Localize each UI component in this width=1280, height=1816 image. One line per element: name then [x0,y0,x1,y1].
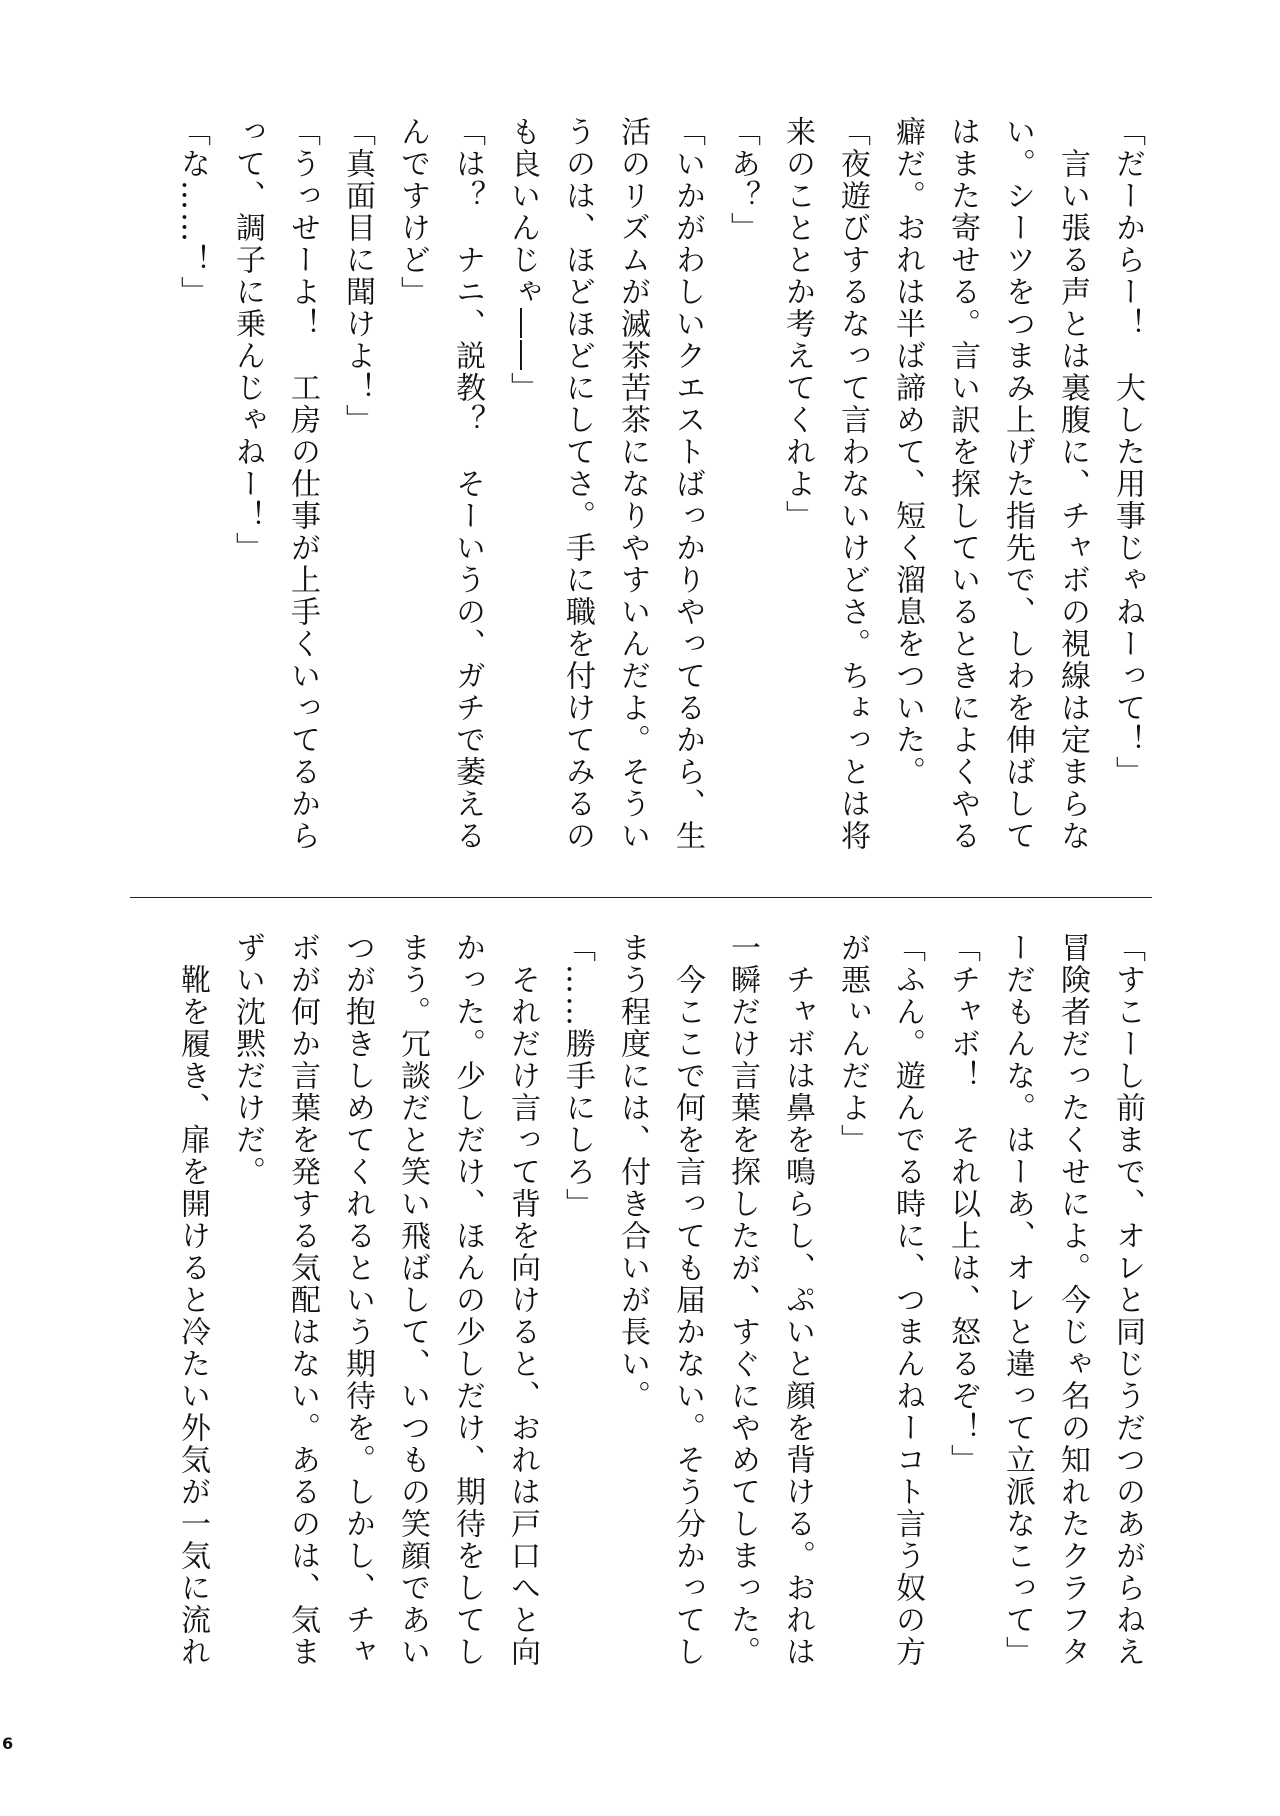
text-column: 癖だ。おれは半ば諦めて、短く溜息をついた。 [890,116,925,788]
page-number: 6 [2,1734,14,1753]
text-column: チャボは鼻を鳴らし、ぷいと顔を背ける。おれは [780,932,815,1668]
text-column: まう。冗談だと笑い飛ばして、いつもの笑顔であい [395,932,430,1668]
text-column: 「夜遊びするなって言わないけどさ。ちょっとは将 [835,116,870,852]
text-column: つが抱きしめてくれるという期待を。しかし、チャ [340,932,375,1668]
text-column: 言い張る声とは裏腹に、チャボの視線は定まらな [1055,116,1090,852]
text-column: はまた寄せる。言い訳を探しているときによくやる [945,116,980,852]
text-column: 来のこととか考えてくれよ」 [780,116,815,532]
top-text-block [165,116,1155,861]
text-column: ボが何か言葉を発する気配はない。あるのは、気ま [285,932,320,1668]
text-column: 「な……！」 [175,116,210,308]
text-column: 活のリズムが滅茶苦茶になりやすいんだよ。そうい [615,116,650,852]
text-column: い。シーツをつまみ上げた指先で、しわを伸ばして [1000,116,1035,852]
text-column: んですけど」 [395,116,430,308]
text-column: 「すこーし前まで、オレと同じうだつのあがらねえ [1110,932,1145,1668]
text-column: ーだもんな。はーあ、オレと違って立派なこって」 [1000,932,1035,1668]
text-column: 「あ？」 [725,116,760,244]
text-column: かった。少しだけ、ほんの少しだけ、期待をしてし [450,932,485,1668]
text-column: 一瞬だけ言葉を探したが、すぐにやめてしまった。 [725,932,760,1668]
text-column: 靴を履き、扉を開けると冷たい外気が一気に流れ [175,932,210,1668]
text-column: ずい沈黙だけだ。 [230,932,265,1188]
text-column: が悪ぃんだよ」 [835,932,870,1156]
text-column: も良いんじゃ――」 [505,116,540,404]
text-column: 「……勝手にしろ」 [560,932,595,1220]
text-column: 冒険者だったくせによ。今じゃ名の知れたクラフタ [1055,932,1090,1668]
text-column: うのは、ほどほどにしてさ。手に職を付けてみるの [560,116,595,852]
text-column: まう程度には、付き合いが長い。 [615,932,650,1412]
text-column: 今ここで何を言っても届かない。そう分かってし [670,932,705,1668]
text-column: それだけ言って背を向けると、おれは戸口へと向 [505,932,540,1668]
text-column: 「いかがわしいクエストばっかりやってるから、生 [670,116,705,852]
text-column: 「うっせーよ！ 工房の仕事が上手くいってるから [285,116,320,852]
text-column: 「だーからー！ 大した用事じゃねーって！」 [1110,116,1145,788]
text-column: 「真面目に聞けよ！」 [340,116,375,436]
text-column: 「ふん。遊んでる時に、つまんねーコト言う奴の方 [890,932,925,1668]
section-divider [130,897,1152,898]
text-column: 「は？ ナニ、説教？ そーいうの、ガチで萎える [450,116,485,852]
bottom-text-block [165,932,1155,1677]
text-column: って、調子に乗んじゃねー！」 [230,116,265,564]
text-column: 「チャボ！ それ以上は、怒るぞ！」 [945,932,980,1476]
